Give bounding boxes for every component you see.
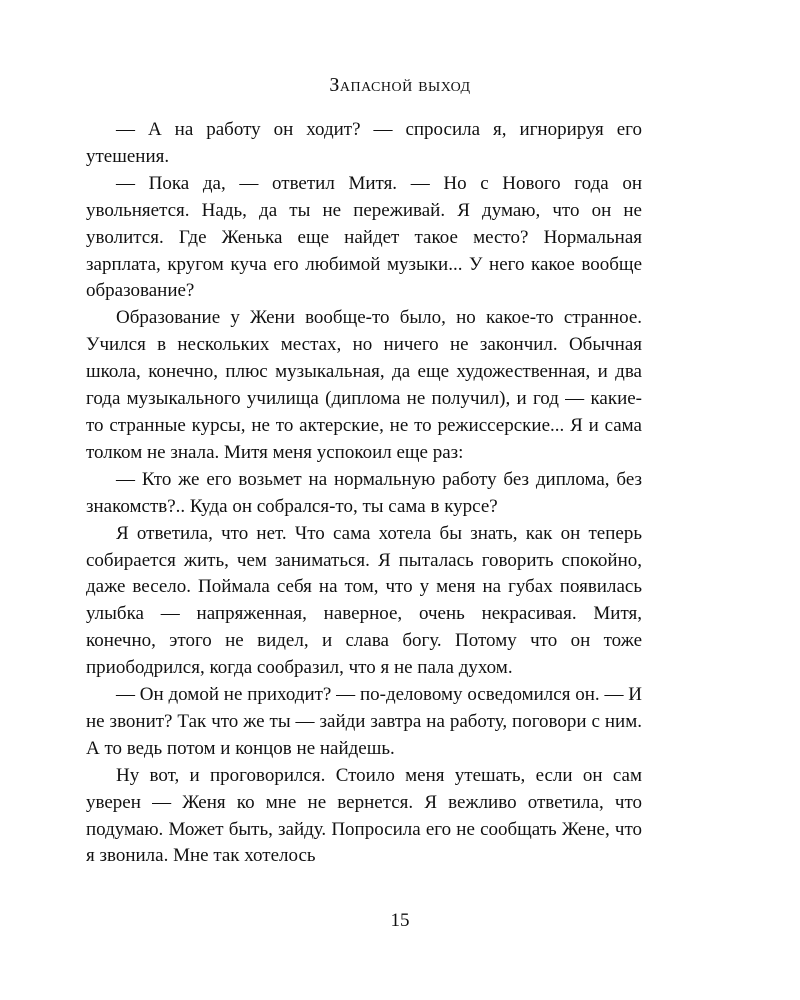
- page-number: 15: [390, 910, 410, 931]
- paragraph: — Кто же его возьмет на нормальную работу без диплома, без знакомств?.. Куда он собрался-то, ты сама в курсе?: [86, 468, 642, 517]
- paragraph: — Пока да, — ответил Митя. — Но с Нового года он увольняется. Надь, да ты не переживай. Я думаю, что он не уволится. Где Женька еще найдет такое место? Нормальная зарплата, кругом куча его любимой музыки... У него какое вообще образование?: [86, 172, 642, 302]
- paragraph-last: Ну вот, и проговорился. Стоило меня утешать, если он сам уверен — Женя ко мне не вернется. Я вежливо ответила, что подумаю. Может быть, зайду. Попросила его не сообщать Жене, что я звонила. Мне так хотелось: [86, 764, 642, 867]
- paragraph: Я ответила, что нет. Что сама хотела бы знать, как он теперь собирается жить, чем заниматься. Я пыталась говорить спокойно, даже весело. Поймала себя на том, что у меня на губах появилась улыбка — напряженная, наверное, очень некрасивая. Митя, конечно, этого не видел, и слава богу. Потому что он тоже приободрился, когда сообразил, что я не пала духом.: [86, 522, 642, 679]
- paragraph: — А на работу он ходит? — спросила я, игнорируя его утешения.: [86, 119, 642, 167]
- running-head: Запасной выход: [329, 74, 471, 96]
- paragraph: — Он домой не приходит? — по-деловому осведомился он. — И не звонит? Так что же ты — зайди завтра на работу, поговори с ним. А то ведь потом и концов не найдешь.: [86, 684, 642, 759]
- paragraph: Образование у Жени вообще-то было, но какое-то странное. Учился в нескольких местах, но ничего не закончил. Обычная школа, конечно, плюс музыкальная, да еще художественная, и два года музыкального училища (диплома не получил), и год — какие-то странные курсы, не то актерские, не то режиссерские... Я и сама толком не знала. Митя меня успокоил еще раз:: [86, 307, 642, 463]
- body-text: [86, 117, 642, 870]
